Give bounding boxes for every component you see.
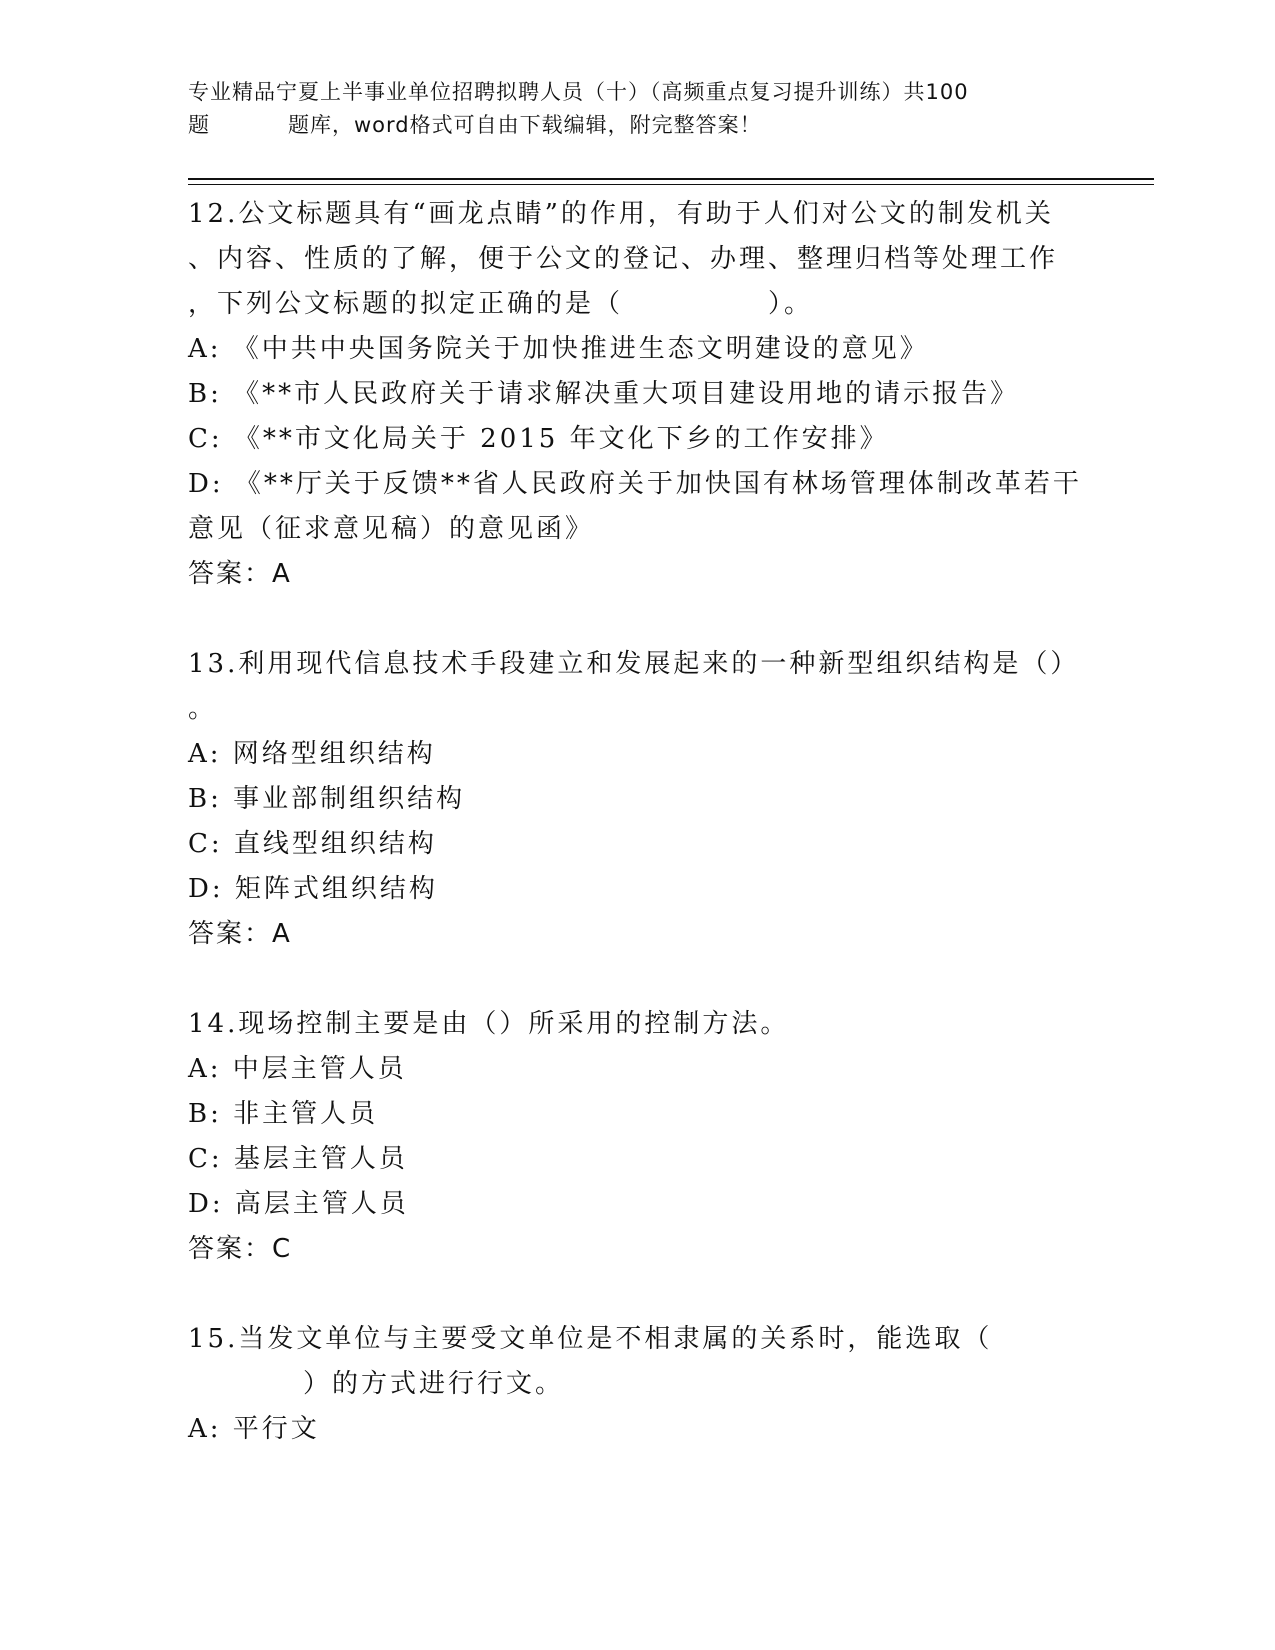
answer-text: 答案：A xyxy=(188,559,292,589)
question-15 xyxy=(188,1317,1088,1452)
header-rule-thin xyxy=(188,184,1154,185)
option-a: A: 网络型组织结构 xyxy=(188,739,436,769)
question-list xyxy=(188,192,1088,1497)
option-d: D: 《**厅关于反馈**省人民政府关于加快国有林场管理体制改革若干 xyxy=(188,469,1082,499)
page-header xyxy=(188,76,1088,142)
option-a: A: 平行文 xyxy=(188,1414,320,1444)
question-stem-line: 12.公文标题具有“画龙点睛”的作用，有助于人们对公文的制发机关 xyxy=(188,199,1054,229)
option-b: B: 非主管人员 xyxy=(188,1099,379,1129)
question-stem-line: 13.利用现代信息技术手段建立和发展起来的一种新型组织结构是（） xyxy=(188,649,1080,679)
question-stem-line: 15.当发文单位与主要受文单位是不相隶属的关系时，能选取（ xyxy=(188,1324,993,1354)
question-stem-line: 、内容、性质的了解，便于公文的登记、办理、整理归档等处理工作 xyxy=(188,244,1059,274)
option-b: B: 事业部制组织结构 xyxy=(188,784,466,814)
question-14 xyxy=(188,1002,1088,1272)
option-d-continued: 意见（征求意见稿）的意见函》 xyxy=(188,514,595,544)
option-c: C: 直线型组织结构 xyxy=(188,829,437,859)
answer-text: 答案：A xyxy=(188,919,292,949)
option-c: C: 基层主管人员 xyxy=(188,1144,408,1174)
option-a: A: 《中共中央国务院关于加快推进生态文明建设的意见》 xyxy=(188,334,929,364)
question-12 xyxy=(188,192,1088,597)
question-stem-line: 。 xyxy=(188,694,218,724)
header-title-line-2 xyxy=(188,109,1088,142)
header-title-line-2-right: 题库，word格式可自由下载编辑，附完整答案！ xyxy=(288,113,762,137)
answer-text: 答案：C xyxy=(188,1234,293,1264)
header-rule-thick xyxy=(188,178,1154,180)
question-13 xyxy=(188,642,1088,957)
option-b: B: 《**市人民政府关于请求解决重大项目建设用地的请示报告》 xyxy=(188,379,1020,409)
option-a: A: 中层主管人员 xyxy=(188,1054,407,1084)
question-stem-line: 14.现场控制主要是由（）所采用的控制方法。 xyxy=(188,1009,790,1039)
question-stem-line: ，下列公文标题的拟定正确的是（ ）。 xyxy=(188,289,814,319)
option-c: C: 《**市文化局关于 2015 年文化下乡的工作安排》 xyxy=(188,424,889,454)
header-title-line-1: 专业精品宁夏上半事业单位招聘拟聘人员（十）（高频重点复习提升训练）共100 xyxy=(188,80,969,104)
option-d: D: 高层主管人员 xyxy=(188,1189,409,1219)
option-d: D: 矩阵式组织结构 xyxy=(188,874,438,904)
question-stem-line-continued xyxy=(188,1362,1088,1407)
question-stem-text: ）的方式进行行文。 xyxy=(303,1369,565,1399)
header-title-line-2-left: 题 xyxy=(188,113,210,137)
